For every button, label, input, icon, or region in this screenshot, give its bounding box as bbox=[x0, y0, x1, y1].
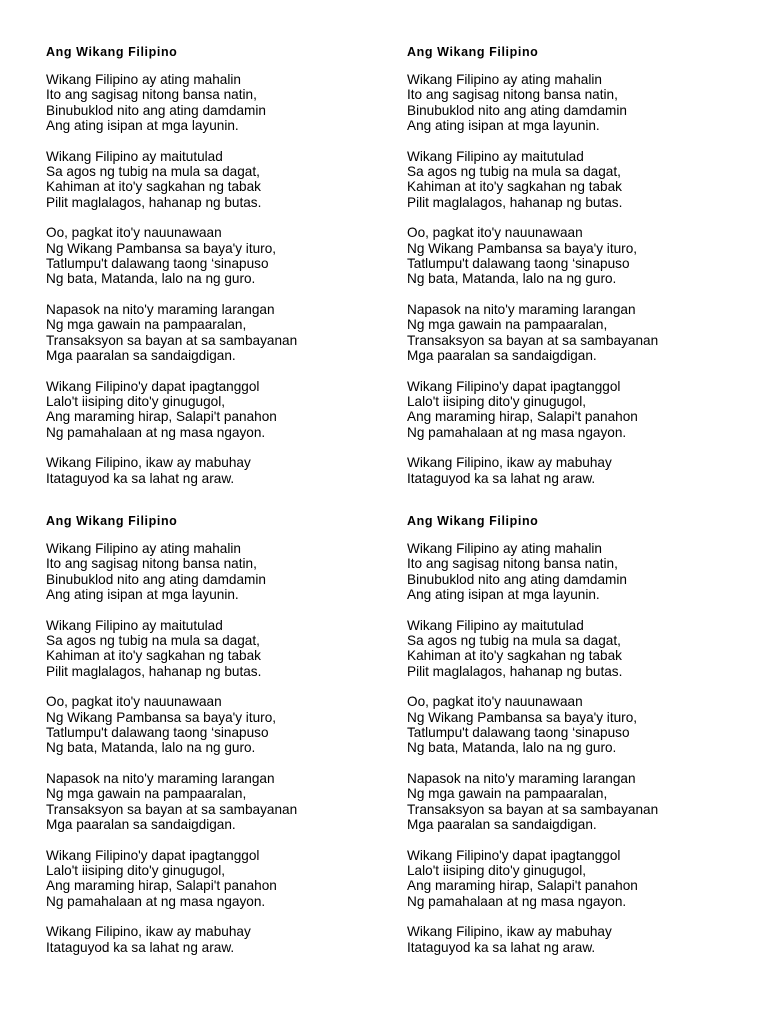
poem-line: Kahiman at ito'y sagkahan ng tabak bbox=[407, 648, 622, 664]
poem-title: Ang Wikang Filipino bbox=[407, 45, 539, 59]
stanza bbox=[407, 618, 747, 680]
poem-line: Mga paaralan sa sandaigdigan. bbox=[407, 348, 597, 364]
stanza bbox=[46, 771, 386, 833]
poem-line: Napasok na nito'y maraming larangan bbox=[407, 770, 636, 786]
poem-line: Kahiman at ito'y sagkahan ng tabak bbox=[46, 179, 261, 195]
poem-line: Sa agos ng tubig na mula sa dagat, bbox=[46, 633, 260, 649]
poem-line: Lalo't iisiping dito'y ginugugol, bbox=[46, 393, 226, 409]
stanza bbox=[46, 225, 386, 287]
poem-title: Ang Wikang Filipino bbox=[46, 45, 178, 59]
poem-line: Wikang Filipino ay maitutulad bbox=[407, 148, 584, 164]
poem-line: Wikang Filipino'y dapat ipagtanggol bbox=[46, 847, 260, 863]
poem-line: Ito ang sagisag nitong bansa natin, bbox=[407, 556, 618, 572]
poem-line: Ang ating isipan at mga layunin. bbox=[46, 587, 239, 603]
stanza bbox=[46, 302, 386, 364]
poem-line: Sa agos ng tubig na mula sa dagat, bbox=[407, 633, 621, 649]
stanza bbox=[407, 302, 747, 364]
poem-line: Wikang Filipino ay ating mahalin bbox=[46, 541, 241, 556]
poem-bottom-left bbox=[46, 513, 386, 970]
poem-line: Ng mga gawain na pampaaralan, bbox=[46, 786, 247, 802]
stanza bbox=[407, 694, 747, 756]
poem-line: Ang ating isipan at mga layunin. bbox=[46, 118, 239, 134]
poem-line: Ng Wikang Pambansa sa baya'y ituro, bbox=[46, 709, 277, 725]
poem-line: Wikang Filipino, ikaw ay mabuhay bbox=[46, 924, 251, 940]
poem-line: Wikang Filipino'y dapat ipagtanggol bbox=[46, 378, 260, 394]
poem-line: Sa agos ng tubig na mula sa dagat, bbox=[407, 164, 621, 180]
poem-line: Lalo't iisiping dito'y ginugugol, bbox=[407, 393, 587, 409]
poem-line: Lalo't iisiping dito'y ginugugol, bbox=[407, 862, 587, 878]
poem-line: Ng pamahalaan at ng masa ngayon. bbox=[46, 424, 266, 440]
poem-line: Ang maraming hirap, Salapi't panahon bbox=[46, 878, 277, 894]
stanza bbox=[46, 694, 386, 756]
stanza bbox=[407, 848, 747, 910]
poem-line: Tatlumpu't dalawang taong ‘sinapuso bbox=[407, 725, 630, 741]
stanza bbox=[407, 771, 747, 833]
poem-line: Ng mga gawain na pampaaralan, bbox=[46, 317, 247, 333]
poem-line: Ang maraming hirap, Salapi't panahon bbox=[407, 409, 638, 425]
poem-line: Sa agos ng tubig na mula sa dagat, bbox=[46, 164, 260, 180]
poem-line: Itataguyod ka sa lahat ng araw. bbox=[407, 470, 596, 486]
poem-line: Napasok na nito'y maraming larangan bbox=[46, 770, 275, 786]
poem-line: Pilit maglalagos, hahanap ng butas. bbox=[46, 663, 262, 679]
stanza bbox=[407, 455, 747, 486]
poem-line: Ng bata, Matanda, lalo na ng guro. bbox=[46, 740, 256, 756]
poem-line: Ng mga gawain na pampaaralan, bbox=[407, 786, 608, 802]
poem-line: Oo, pagkat ito'y nauunawaan bbox=[407, 225, 583, 241]
poem-line: Ang ating isipan at mga layunin. bbox=[407, 587, 600, 603]
poem-line: Wikang Filipino'y dapat ipagtanggol bbox=[407, 378, 621, 394]
poem-line: Transaksyon sa bayan at sa sambayanan bbox=[46, 332, 298, 348]
poem-top-left bbox=[46, 44, 386, 501]
poem-line: Binubuklod nito ang ating damdamin bbox=[46, 102, 266, 118]
poem-line: Wikang Filipino'y dapat ipagtanggol bbox=[407, 847, 621, 863]
poem-line: Itataguyod ka sa lahat ng araw. bbox=[407, 939, 596, 955]
stanza bbox=[46, 455, 386, 486]
stanza bbox=[46, 618, 386, 680]
stanza bbox=[46, 72, 386, 134]
poem-line: Wikang Filipino, ikaw ay mabuhay bbox=[407, 924, 612, 940]
poem-line: Ng bata, Matanda, lalo na ng guro. bbox=[407, 271, 617, 287]
poem-line: Oo, pagkat ito'y nauunawaan bbox=[407, 694, 583, 710]
poem-line: Wikang Filipino ay ating mahalin bbox=[407, 72, 602, 87]
stanza bbox=[407, 541, 747, 603]
poem-line: Pilit maglalagos, hahanap ng butas. bbox=[407, 663, 623, 679]
stanza bbox=[407, 379, 747, 441]
poem-line: Wikang Filipino ay ating mahalin bbox=[46, 72, 241, 87]
poem-line: Kahiman at ito'y sagkahan ng tabak bbox=[407, 179, 622, 195]
poem-line: Transaksyon sa bayan at sa sambayanan bbox=[46, 801, 298, 817]
poem-line: Ng pamahalaan at ng masa ngayon. bbox=[46, 893, 266, 909]
poem-title: Ang Wikang Filipino bbox=[46, 514, 178, 528]
stanza bbox=[46, 149, 386, 211]
stanza bbox=[407, 149, 747, 211]
poem-line: Ng bata, Matanda, lalo na ng guro. bbox=[46, 271, 256, 287]
poem-line: Pilit maglalagos, hahanap ng butas. bbox=[407, 194, 623, 210]
poem-line: Binubuklod nito ang ating damdamin bbox=[407, 102, 627, 118]
poem-line: Ito ang sagisag nitong bansa natin, bbox=[46, 556, 257, 572]
poem-line: Wikang Filipino ay maitutulad bbox=[407, 617, 584, 633]
poem-line: Binubuklod nito ang ating damdamin bbox=[46, 571, 266, 587]
poem-line: Wikang Filipino ay maitutulad bbox=[46, 617, 223, 633]
stanza bbox=[46, 924, 386, 955]
stanza bbox=[407, 225, 747, 287]
poem-line: Pilit maglalagos, hahanap ng butas. bbox=[46, 194, 262, 210]
poem-line: Ito ang sagisag nitong bansa natin, bbox=[407, 87, 618, 103]
poem-line: Wikang Filipino ay maitutulad bbox=[46, 148, 223, 164]
poem-line: Itataguyod ka sa lahat ng araw. bbox=[46, 939, 235, 955]
poem-line: Mga paaralan sa sandaigdigan. bbox=[46, 348, 236, 364]
poem-line: Ang maraming hirap, Salapi't panahon bbox=[407, 878, 638, 894]
poem-line: Ang maraming hirap, Salapi't panahon bbox=[46, 409, 277, 425]
poem-line: Wikang Filipino ay ating mahalin bbox=[407, 541, 602, 556]
stanza bbox=[46, 848, 386, 910]
poem-line: Ito ang sagisag nitong bansa natin, bbox=[46, 87, 257, 103]
poem-line: Ng mga gawain na pampaaralan, bbox=[407, 317, 608, 333]
poem-line: Ng pamahalaan at ng masa ngayon. bbox=[407, 893, 627, 909]
poem-line: Mga paaralan sa sandaigdigan. bbox=[46, 817, 236, 833]
poem-line: Ng bata, Matanda, lalo na ng guro. bbox=[407, 740, 617, 756]
poem-line: Wikang Filipino, ikaw ay mabuhay bbox=[46, 455, 251, 471]
poem-line: Tatlumpu't dalawang taong ‘sinapuso bbox=[407, 256, 630, 272]
poem-line: Napasok na nito'y maraming larangan bbox=[46, 301, 275, 317]
poem-line: Ang ating isipan at mga layunin. bbox=[407, 118, 600, 134]
poem-line: Binubuklod nito ang ating damdamin bbox=[407, 571, 627, 587]
poem-bottom-right bbox=[407, 513, 747, 970]
poem-line: Ng Wikang Pambansa sa baya'y ituro, bbox=[407, 240, 638, 256]
stanza bbox=[407, 72, 747, 134]
poem-line: Napasok na nito'y maraming larangan bbox=[407, 301, 636, 317]
poem-line: Ng Wikang Pambansa sa baya'y ituro, bbox=[407, 709, 638, 725]
poem-line: Lalo't iisiping dito'y ginugugol, bbox=[46, 862, 226, 878]
poem-line: Tatlumpu't dalawang taong ‘sinapuso bbox=[46, 256, 269, 272]
poem-line: Kahiman at ito'y sagkahan ng tabak bbox=[46, 648, 261, 664]
poem-top-right bbox=[407, 44, 747, 501]
poem-title: Ang Wikang Filipino bbox=[407, 514, 539, 528]
poem-line: Tatlumpu't dalawang taong ‘sinapuso bbox=[46, 725, 269, 741]
poem-line: Transaksyon sa bayan at sa sambayanan bbox=[407, 332, 659, 348]
poem-line: Ng pamahalaan at ng masa ngayon. bbox=[407, 424, 627, 440]
poem-line: Oo, pagkat ito'y nauunawaan bbox=[46, 694, 222, 710]
poem-line: Itataguyod ka sa lahat ng araw. bbox=[46, 470, 235, 486]
poem-line: Mga paaralan sa sandaigdigan. bbox=[407, 817, 597, 833]
stanza bbox=[46, 541, 386, 603]
poem-line: Oo, pagkat ito'y nauunawaan bbox=[46, 225, 222, 241]
poem-line: Transaksyon sa bayan at sa sambayanan bbox=[407, 801, 659, 817]
stanza bbox=[407, 924, 747, 955]
stanza bbox=[46, 379, 386, 441]
poem-line: Ng Wikang Pambansa sa baya'y ituro, bbox=[46, 240, 277, 256]
poem-line: Wikang Filipino, ikaw ay mabuhay bbox=[407, 455, 612, 471]
